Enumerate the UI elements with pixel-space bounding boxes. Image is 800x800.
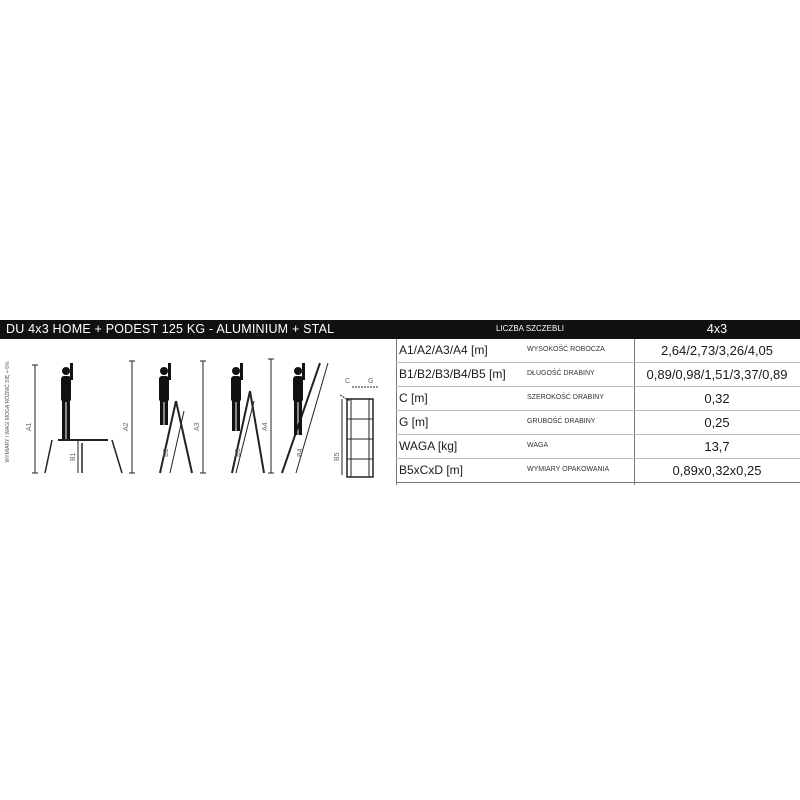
label-a2: A2 <box>123 422 130 431</box>
tolerance-note: WYMIARY I WAGI MOGĄ RÓŻNIĆ SIĘ +-5% <box>5 361 11 463</box>
spec-value: 0,25 <box>704 415 730 430</box>
spec-value: 13,7 <box>704 439 730 454</box>
spec-description: WYMIARY OPAKOWANIA <box>527 466 610 473</box>
table-row <box>396 411 800 435</box>
label-a3: A3 <box>194 422 201 431</box>
config-5-folded <box>340 387 378 477</box>
spec-description: GRUBOŚĆ DRABINY <box>527 418 596 425</box>
rungs-label: LICZBA SZCZEBLI <box>495 324 565 333</box>
ladder-diagram <box>0 339 396 485</box>
spec-code: B1/B2/B3/B4/B5 [m] <box>399 367 506 381</box>
label-c: C <box>345 378 351 385</box>
label-b3: B3 <box>235 448 242 457</box>
spec-code: C [m] <box>399 391 428 405</box>
spec-sheet <box>0 320 800 485</box>
spec-description: DŁUGOŚĆ DRABINY <box>527 370 595 377</box>
worker-figure-3 <box>231 363 243 431</box>
label-b2: B2 <box>163 448 170 457</box>
spec-table <box>396 339 800 485</box>
spec-description: WAGA <box>527 442 549 449</box>
table-row <box>396 387 800 411</box>
label-b5: B5 <box>334 452 341 461</box>
spec-code: A1/A2/A3/A4 [m] <box>399 343 488 357</box>
table-row <box>396 435 800 459</box>
spec-code: G [m] <box>399 415 429 429</box>
spec-description: WYSOKOŚĆ ROBOCZA <box>527 346 605 353</box>
rungs-value: 4x3 <box>706 322 728 336</box>
label-b4: B4 <box>297 448 304 457</box>
spec-value: 2,64/2,73/3,26/4,05 <box>660 343 774 358</box>
spec-value: 0,89/0,98/1,51/3,37/0,89 <box>646 367 788 382</box>
label-a1: A1 <box>26 422 33 431</box>
table-row <box>396 339 800 363</box>
table-row <box>396 459 800 483</box>
spec-value: 0,32 <box>704 391 730 406</box>
ladder-illustrations <box>0 339 396 485</box>
config-1-platform <box>32 365 122 473</box>
table-row <box>396 363 800 387</box>
product-title: DU 4x3 HOME + PODEST 125 KG - ALUMINIUM + STAL <box>6 322 335 336</box>
label-a4: A4 <box>262 422 269 431</box>
label-b1: B1 <box>70 452 77 461</box>
spec-description: SZEROKOŚĆ DRABINY <box>527 394 605 401</box>
worker-figure-4 <box>293 363 305 435</box>
worker-figure-1 <box>61 363 73 439</box>
label-g: G <box>368 378 374 385</box>
spec-code: B5xCxD [m] <box>399 463 464 477</box>
spec-value: 0,89x0,32x0,25 <box>672 463 762 478</box>
spec-code: WAGA [kg] <box>399 439 458 453</box>
worker-figure-2 <box>159 363 171 425</box>
header-bar <box>0 320 800 339</box>
